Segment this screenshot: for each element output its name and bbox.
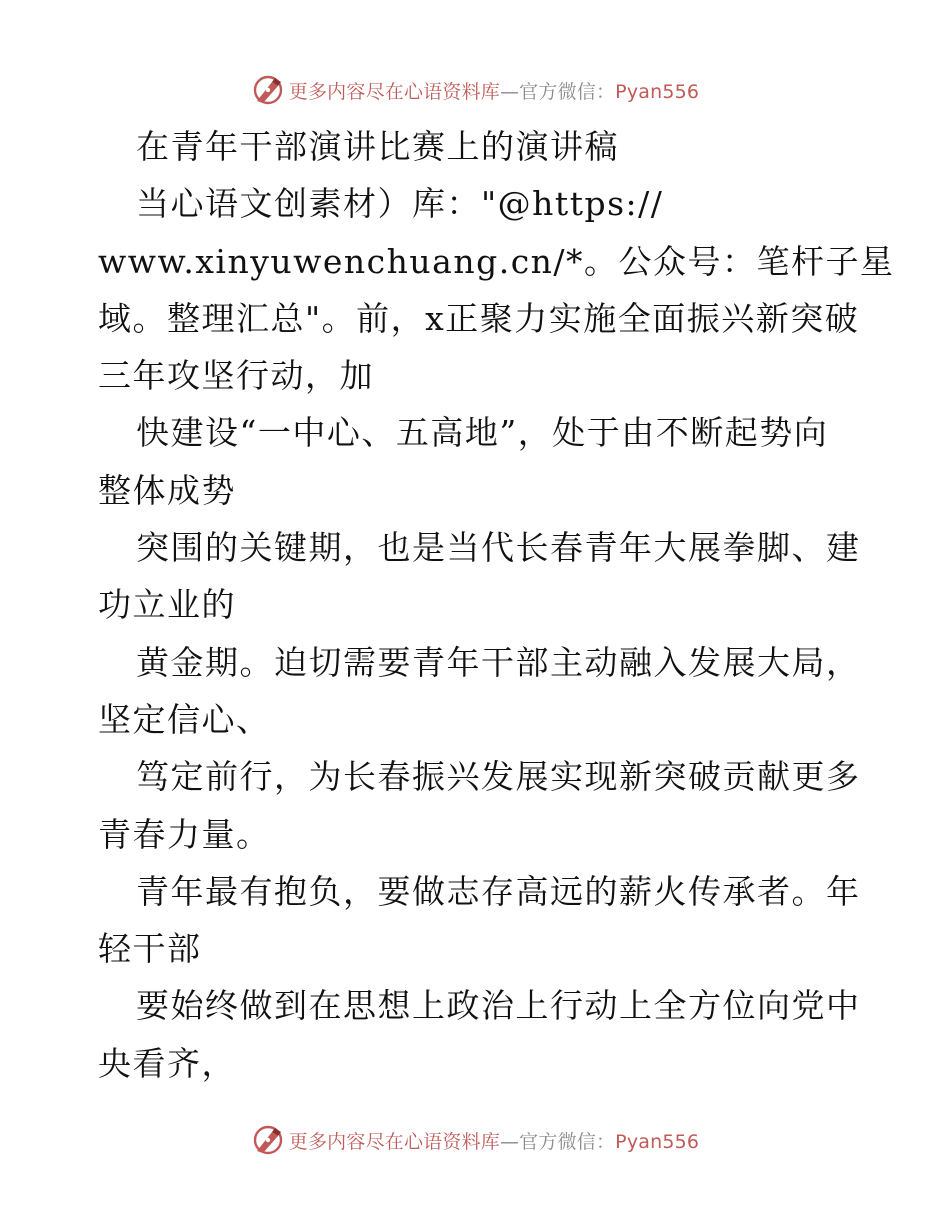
text-line: 当心语文创素材）库："@https://: [136, 184, 664, 224]
watermark-wechat-label: —官方微信：: [499, 80, 616, 103]
footer-watermark: [0, 1120, 950, 1160]
header-watermark: [0, 70, 950, 110]
text-line: 快建设“一中心、五高地”，处于由不断起势向: [136, 413, 829, 453]
document-body: [98, 118, 895, 1092]
text-line: 黄金期。迫切需要青年干部主动融入发展大局，: [136, 642, 861, 682]
pen-nib-logo-icon: [251, 1123, 285, 1157]
watermark-title: 更多内容尽在心语资料库: [288, 1130, 500, 1153]
text-line: 央看齐，: [98, 1043, 236, 1083]
pen-nib-logo-icon: [251, 73, 285, 107]
watermark-wechat-label: —官方微信：: [499, 1130, 616, 1153]
document-title: 在青年干部演讲比赛上的演讲稿: [136, 127, 619, 166]
text-line: 整体成势: [98, 470, 236, 510]
text-line: www.xinyuwenchuang.cn/*。公众号：笔杆子星: [98, 241, 895, 281]
text-line: 青年最有抱负，要做志存高远的薪火传承者。年: [136, 871, 861, 911]
text-line: 青春力量。: [98, 814, 271, 854]
text-line: 三年攻坚行动，加: [98, 356, 374, 396]
text-line: 轻干部: [98, 929, 202, 969]
text-line: 突围的关键期，也是当代长春青年大展拳脚、建: [136, 528, 861, 568]
text-line: 要始终做到在思想上政治上行动上全方位向党中: [136, 986, 861, 1026]
watermark-title: 更多内容尽在心语资料库: [288, 80, 500, 103]
text-line: 笃定前行，为长春振兴发展实现新突破贡献更多: [136, 757, 861, 797]
watermark-wechat-id: Pyan556: [615, 1130, 700, 1153]
text-line: 功立业的: [98, 585, 236, 625]
text-line: 坚定信心、: [98, 699, 271, 739]
text-line: 域。整理汇总"。前，x正聚力实施全面振兴新突破: [98, 298, 860, 338]
watermark-wechat-id: Pyan556: [615, 80, 700, 103]
